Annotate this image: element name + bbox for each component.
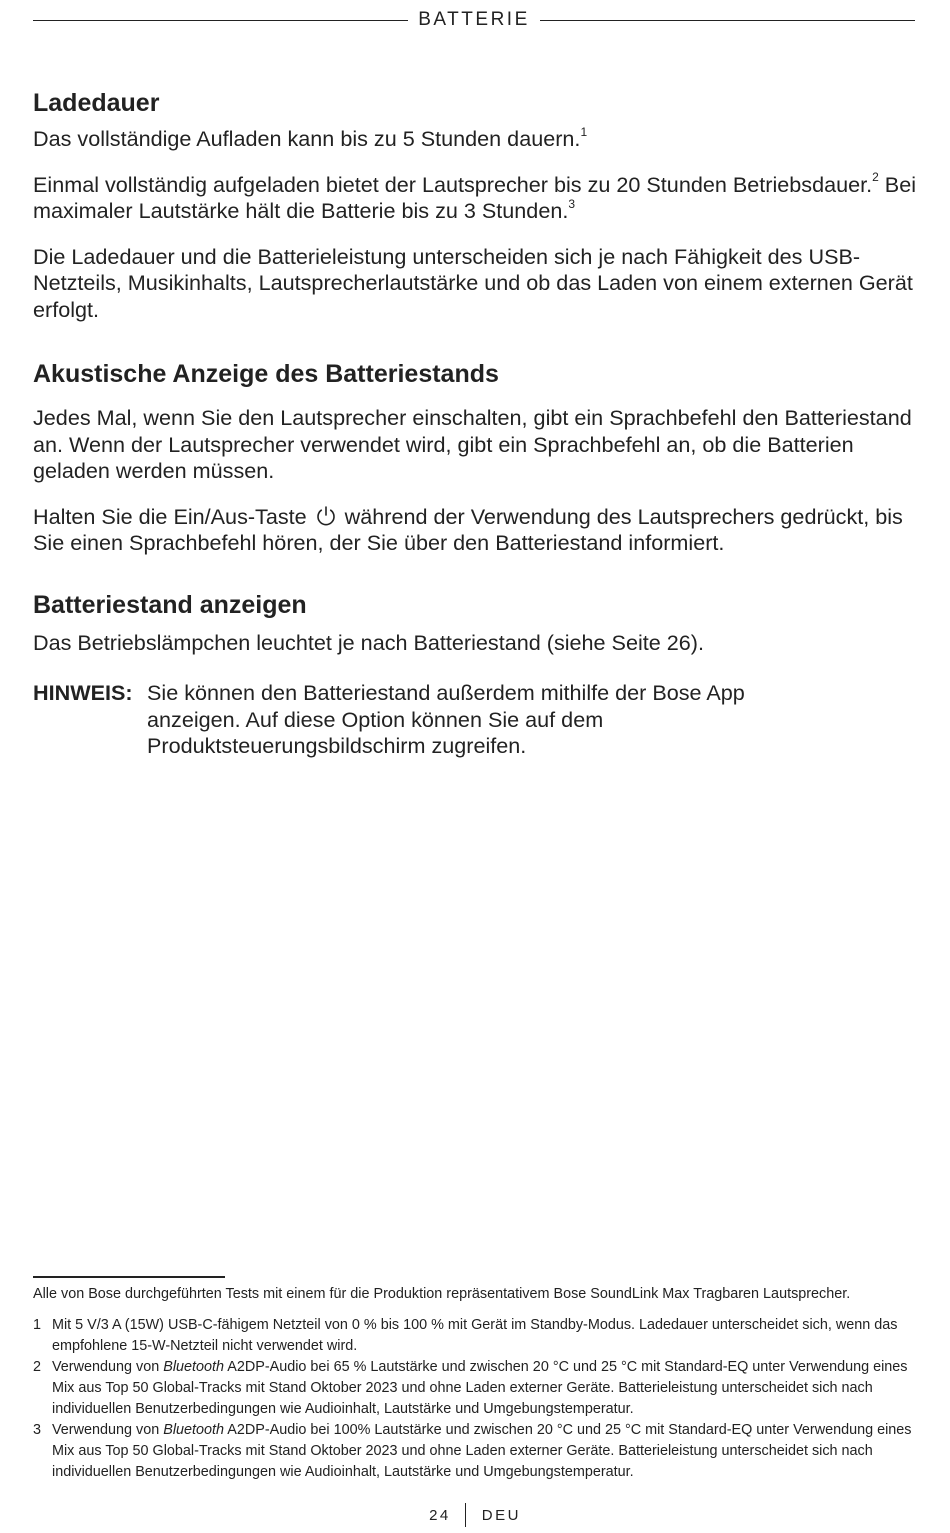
heading-acoustic-indicator: Akustische Anzeige des Batteriestands <box>33 360 499 388</box>
footnote-number: 3 <box>33 1422 42 1438</box>
language-code: DEU <box>481 1506 521 1524</box>
footnote-text-post: A2DP-Audio bei 65 % Lautstärke und zwischen 20 °C und 25 °C mit Standard-EQ unter Verwendung eines Mix aus Top 50 Global-Tracks mit Stand Oktober 2023 und ohne Laden externer Geräte. Batterieleistung unterscheidet sich nach individuellen Benutzerbedingungen wie Audioinhalt, Lautstärke und Umgebungstemperatur. <box>52 1359 908 1417</box>
charge-paragraph-2 <box>33 172 923 225</box>
page-footer <box>0 1500 950 1530</box>
charge-p2a-text: Einmal vollständig aufgeladen bietet der Lautsprecher bis zu 20 Stunden Betriebsdauer. <box>33 171 873 197</box>
footnote-text-italic: Bluetooth <box>163 1422 225 1438</box>
footnote-ref-3: 3 <box>568 196 576 211</box>
footnote-text-post: A2DP-Audio bei 100% Lautstärke und zwischen 20 °C und 25 °C mit Standard-EQ unter Verwendung eines Mix aus Top 50 Global-Tracks mit Stand Oktober 2023 und ohne Laden externer Geräte. Batterieleistung unterscheidet sich nach individuellen Benutzerbedingungen wie Audioinhalt, Lautstärke und Umgebungstemperatur. <box>52 1422 912 1480</box>
footnote-text-italic: Bluetooth <box>163 1359 225 1375</box>
footnote-text: Mit 5 V/3 A (15W) USB-C-fähigem Netzteil von 0 % bis 100 % mit Gerät im Standby-Modus. Ladedauer unterscheidet sich, wenn das empfohlene 15-W-Netzteil nicht verwendet wird. <box>52 1317 898 1354</box>
page-number: 24 <box>429 1506 451 1524</box>
footnote-text <box>52 1357 918 1420</box>
charge-p2b-text: Bei maximaler Lautstärke hält die Batterie bis zu 3 Stunden. <box>33 171 917 223</box>
charge-paragraph-3: Die Ladedauer und die Batterieleistung unterscheiden sich je nach Fähigkeit des USB-Netzteils, Musikinhalts, Lautsprecherlautstärke und ob das Laden von einem externen Gerät erfolgt. <box>33 243 913 322</box>
footer-divider <box>465 1503 466 1527</box>
heading-battery-display: Batteriestand anzeigen <box>33 590 307 619</box>
acoustic-paragraph-2 <box>33 504 923 557</box>
footnote-ref-2: 2 <box>872 170 879 185</box>
footnotes <box>33 1276 918 1483</box>
charge-p1-text: Das vollständige Aufladen kann bis zu 5 Stunden dauern. <box>33 126 581 151</box>
footnote-text <box>52 1420 918 1483</box>
footnote-item-2 <box>33 1357 918 1420</box>
footnote-item-1 <box>33 1315 918 1357</box>
footnote-rule <box>33 1276 225 1278</box>
footnote-number: 2 <box>33 1359 42 1375</box>
acoustic-paragraph-1: Jedes Mal, wenn Sie den Lautsprecher einschalten, gibt ein Sprachbefehl den Batteriestand an. Wenn der Lautsprecher verwendet wird, gibt ein Sprachbefehl an, ob die Batterien geladen werden müssen. <box>33 405 912 483</box>
charge-paragraph-1 <box>33 126 923 153</box>
power-icon <box>315 505 337 527</box>
acoustic-p2a-text: Halten Sie die Ein/Aus-Taste <box>33 503 313 529</box>
acoustic-p2b-text: während der Verwendung des Lautsprechers gedrückt, bis Sie einen Sprachbefehl hören, der Sie über den Batteriestand informiert. <box>33 503 903 555</box>
page-header <box>33 6 915 34</box>
heading-charge-time: Ladedauer <box>33 89 160 117</box>
footnote-text-pre: Verwendung von <box>52 1422 164 1438</box>
section-title: BATTERIE <box>418 9 530 30</box>
note-block <box>33 680 923 760</box>
display-paragraph-1: Das Betriebslämpchen leuchtet je nach Batteriestand (siehe Seite 26). <box>33 629 704 655</box>
footnote-intro: Alle von Bose durchgeführten Tests mit einem für die Produktion repräsentativem Bose SoundLink Max Tragbaren Lautsprecher. <box>33 1286 851 1302</box>
footnote-ref-1: 1 <box>580 124 588 139</box>
header-rule-right <box>540 20 915 21</box>
note-text: Sie können den Batteriestand außerdem mithilfe der Bose App anzeigen. Auf diese Option können Sie auf dem Produktsteuerungsbildschirm zugreifen. <box>147 680 745 758</box>
header-rule-left <box>33 20 408 21</box>
footnote-number: 1 <box>33 1317 42 1333</box>
main-content <box>33 86 923 760</box>
footnote-item-3 <box>33 1420 918 1483</box>
note-label: HINWEIS: <box>33 680 133 705</box>
footnote-text-pre: Verwendung von <box>52 1359 164 1375</box>
